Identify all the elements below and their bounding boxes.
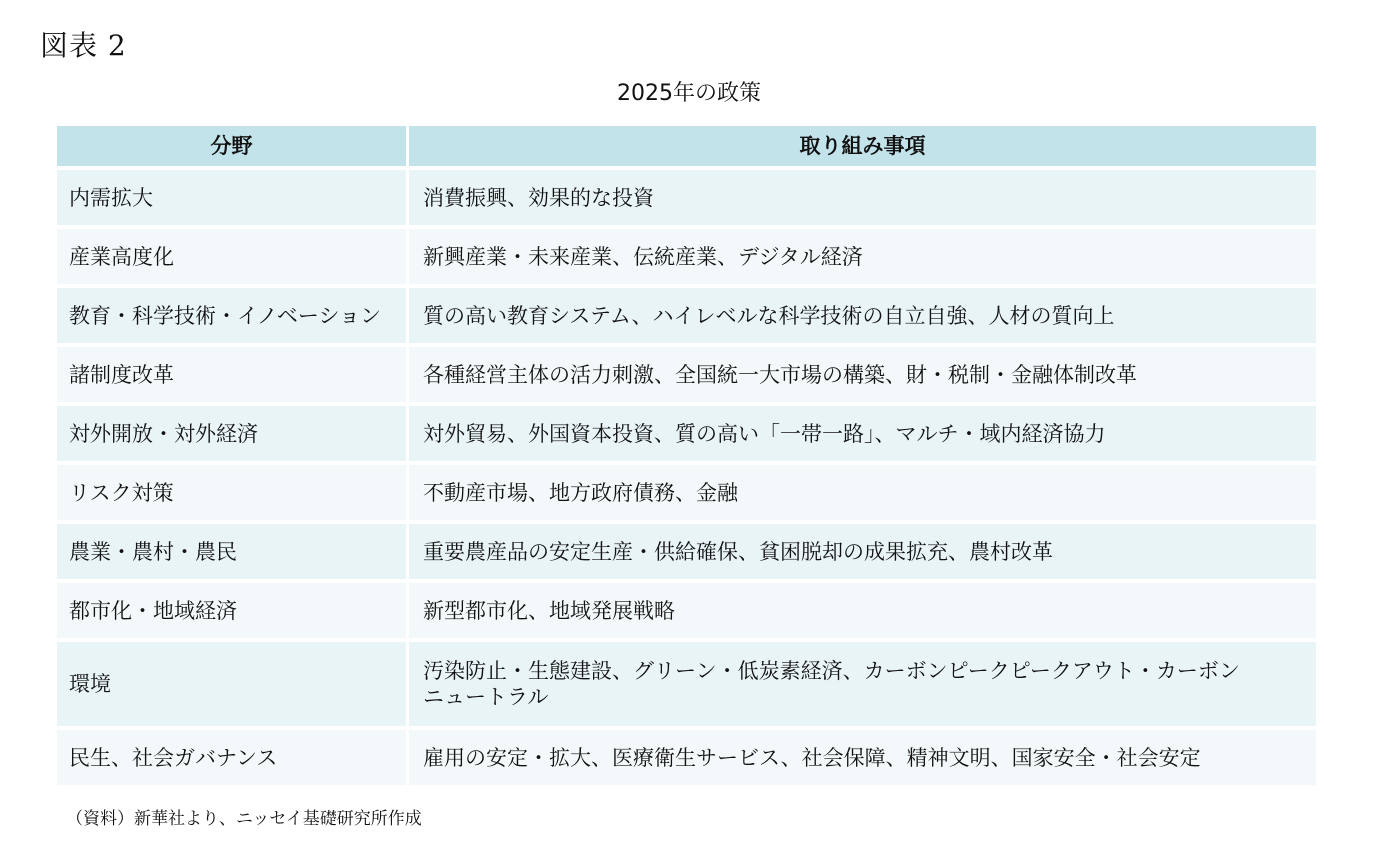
field-cell: 民生、社会ガバナンス [69, 745, 278, 770]
field-cell: 農業・農村・農民 [69, 539, 237, 564]
items-cell: 各種経営主体の活力刺激、全国統一大市場の構築、財・税制・金融体制改革 [406, 347, 1316, 402]
table-row [57, 402, 1316, 461]
header-items: 取り組み事項 [406, 126, 1316, 166]
items-cell: 消費振興、効果的な投資 [406, 170, 1316, 225]
items-cell: 雇用の安定・拡大、医療衛生サービス、社会保障、精神文明、国家安全・社会安定 [406, 730, 1316, 785]
table-row [57, 284, 1316, 343]
table-row [57, 461, 1316, 520]
field-cell: 対外開放・対外経済 [69, 421, 258, 446]
header-field: 分野 [210, 134, 253, 158]
figure-label: 図表 2 [40, 29, 127, 62]
policy-table [57, 126, 1316, 785]
table-row [57, 343, 1316, 402]
items-cell: 新型都市化、地域発展戦略 [406, 583, 1316, 638]
field-cell: 教育・科学技術・イノベーション [69, 303, 382, 328]
items-cell: 汚染防止・生態建設、グリーン・低炭素経済、カーボンピークピークアウト・カーボン ニュートラル [406, 642, 1316, 726]
table-row [57, 166, 1316, 225]
source-note: （資料）新華社より、ニッセイ基礎研究所作成 [66, 809, 422, 829]
table-row [57, 726, 1316, 785]
table-header-row [57, 126, 1316, 166]
items-cell: 新興産業・未来産業、伝統産業、デジタル経済 [406, 229, 1316, 284]
table-row [57, 520, 1316, 579]
table-row [57, 225, 1316, 284]
table-title: 2025年の政策 [617, 81, 761, 106]
field-cell: 都市化・地域経済 [69, 598, 237, 623]
items-cell: 不動産市場、地方政府債務、金融 [406, 465, 1316, 520]
field-cell: 産業高度化 [69, 244, 174, 269]
field-cell: 諸制度改革 [69, 362, 174, 387]
field-cell: 環境 [69, 672, 111, 696]
table-row [57, 579, 1316, 638]
items-cell: 対外貿易、外国資本投資、質の高い「一帯一路」、マルチ・域内経済協力 [406, 406, 1316, 461]
field-cell: 内需拡大 [69, 185, 153, 210]
field-cell: リスク対策 [69, 480, 174, 505]
table-row [57, 638, 1316, 726]
items-cell: 質の高い教育システム、ハイレベルな科学技術の自立自強、人材の質向上 [406, 288, 1316, 343]
items-cell: 重要農産品の安定生産・供給確保、貧困脱却の成果拡充、農村改革 [406, 524, 1316, 579]
